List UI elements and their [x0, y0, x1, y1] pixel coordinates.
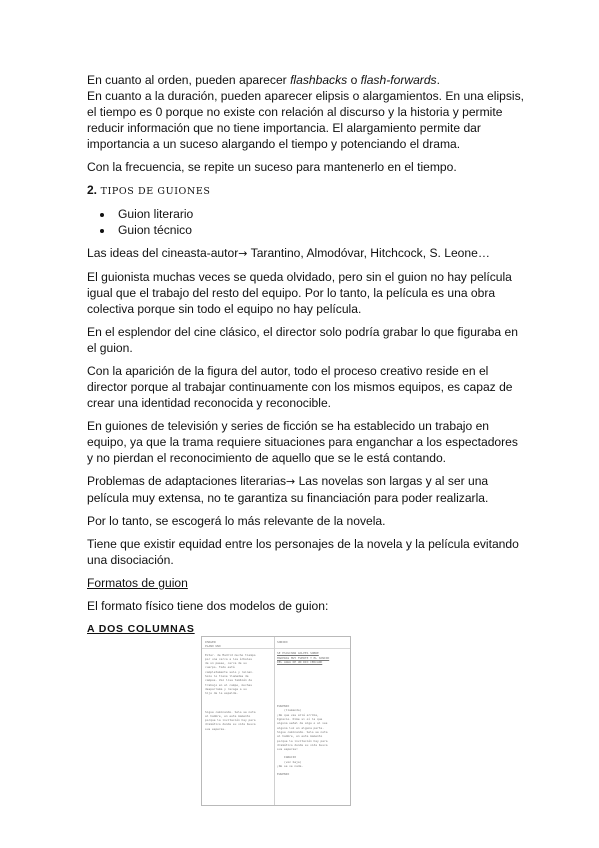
dialogue-block: EUGENIO [277, 772, 290, 777]
ideas-text: Las ideas del cineasta-autor [87, 246, 239, 260]
order-period: . [436, 73, 440, 87]
arrow-right-icon: → [238, 247, 248, 260]
two-columns-heading: A DOS COLUMNAS [87, 623, 195, 635]
image-block: Sigue caminando. Solo se nota al hombre, en este momento porque la invitación hay para dramático donde su vida busca sus esperas. [205, 709, 256, 731]
flashbacks-term: flashbacks [290, 73, 348, 87]
two-column-script-sample [201, 636, 351, 806]
formats-heading: Formatos de guion [87, 576, 188, 590]
order-connector: o [347, 73, 361, 87]
equity-paragraph: Tiene que existir equidad entre los personajes de la novela y la película evitando una disociación. [87, 537, 519, 567]
ideas-names: Tarantino, Almodóvar, Hitchcock, S. Leone… [247, 246, 490, 260]
tv-paragraph: En guiones de televisión y series de ficción se ha establecido un trabajo en equipo, ya que la trama requiere situaciones para enganchar a los espectadores y no pierdan el reconocimiento de aquello que se le está contando. [87, 419, 518, 465]
arrow-right-icon: → [286, 475, 296, 488]
therefore-paragraph: Por lo tanto, se escogerá lo más relevante de la novela. [87, 514, 386, 528]
section-number: 2. [87, 183, 98, 197]
formats-paragraph: El formato físico tiene dos modelos de guion: [87, 599, 329, 613]
column-divider [274, 637, 275, 805]
flashforwards-term: flash-forwards [360, 73, 437, 87]
section-title: TIPOS DE GUIONES [100, 186, 211, 197]
sound-column [277, 640, 347, 781]
frequency-paragraph: Con la frecuencia, se repite un suceso para mantenerlo en el tiempo. [87, 160, 457, 174]
sound-column-header: SONIDO [277, 640, 288, 644]
image-block: Exter. de Madrid mucho tiempo por una cerca a los árboles de un paseo, cerca de su cuerpo. Todo está completamente solo y reinan. Solo lo tiene llamadas de campos. Voz lisa también de trabajo en el campo, muchas desparrama y recoge a su hijo de la espalda. [205, 652, 256, 696]
order-text: En cuanto al orden, pueden aparecer [87, 73, 291, 87]
list-item: • Guion técnico [114, 222, 527, 238]
classic-cinema-paragraph: En el esplendor del cine clásico, el director solo podría grabar lo que figuraba en el guion. [87, 325, 518, 355]
duration-paragraph: En cuanto a la duración, pueden aparecer elipsis o alargamientos. En una elipsis, el tiempo es 0 porque no existe con relación al discurso y la historia y permite reducir información que no tiene importancia. El alargamiento permite dar importancia a un suceso alargando el tiempo y potenciando el drama. [87, 89, 524, 151]
adaptation-paragraph [87, 473, 527, 506]
dialogue-block: IGNACIO (voz baja) ¡No se ve nada. [277, 755, 304, 769]
screenwriter-paragraph: El guionista muchas veces se queda olvidado, pero sin el guion no hay película igual que el trabajo del resto del equipo. Por lo tanto, la película es una obra colectiva porque sin todo el equipo no hay película. [87, 270, 512, 316]
document-page [87, 72, 527, 647]
author-paragraph: Con la aparición de la figura del autor, todo el proceso creativo reside en el director porque al trabajar continuamente con los mismos equipos, es capaz de crear una identidad reconocida y reconocible. [87, 364, 513, 410]
order-line [87, 72, 527, 88]
section-2-heading [87, 182, 527, 200]
dialogue-block: EUGENIO (llamando) ¡No que vas allá arriba, Ignacio. Dime si oí la que alguna señal de algo o al ves alguna luz en alguna parte. Sigue caminando. Solo se nota al hombre, en este momento porque la invitación hay para dramático donde su vida busca sus esperas! [277, 704, 328, 752]
image-column-header: IMAGEN PLANO UNO [205, 640, 221, 649]
image-column [205, 640, 272, 735]
ideas-paragraph [87, 245, 527, 262]
script-types-list [87, 206, 527, 238]
list-item: • Guion literario [114, 206, 527, 222]
adaptation-text: Problemas de adaptaciones literarias [87, 474, 286, 488]
adaptation-detail: Las novelas son largas y al ser una película muy extensa, no te garantiza su financiación para poder realizarla. [87, 474, 489, 505]
sound-block: SE ESCUCHAN GOLPES SOBRE MADERAS MUY FUERTE Y EL SONIDO DEL AGUA DE UN RÍO CERCANO [277, 651, 330, 664]
